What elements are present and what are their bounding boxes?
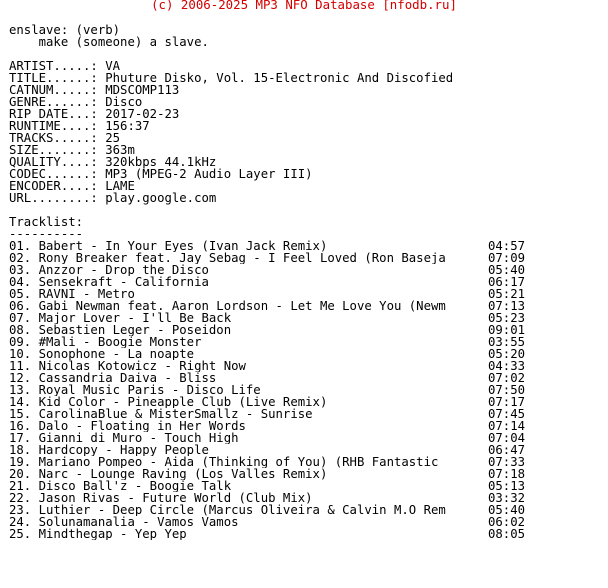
track-duration: 05:13 [488, 479, 526, 493]
info-size: SIZE.......: 363m [9, 143, 135, 157]
track-duration: 07:02 [488, 371, 526, 385]
definition-line: make (someone) a slave. [9, 35, 209, 49]
track-title: 02. Rony Breaker feat. Jay Sebag - I Feel Loved (Ron Baseja [9, 252, 446, 264]
track-title: 06. Gabi Newman feat. Aaron Lordson - Let Me Love You (Newm [9, 300, 446, 312]
track-title: 13. Royal Music Paris - Disco Life [9, 384, 261, 396]
track-duration: 09:01 [488, 323, 526, 337]
track-title: 25. Mindthegap - Yep Yep [9, 528, 187, 540]
tracklist-underline: ---------- [9, 227, 84, 241]
track-duration: 03:32 [488, 491, 526, 505]
track-duration: 07:17 [488, 395, 526, 409]
track-title: 23. Luthier - Deep Circle (Marcus Oliveira & Calvin M.O Rem [9, 504, 446, 516]
tracklist-heading: Tracklist: [9, 215, 84, 229]
track-duration: 07:14 [488, 419, 526, 433]
definition-line: enslave: (verb) [9, 23, 121, 37]
track-title: 14. Kid Color - Pineapple Club (Live Remix) [9, 396, 328, 408]
track-duration: 04:33 [488, 359, 526, 373]
track-duration: 07:04 [488, 431, 526, 445]
info-runtime: RUNTIME....: 156:37 [9, 119, 150, 133]
track-title: 05. RAVNI - Metro [9, 288, 135, 300]
info-genre: GENRE......: Disco [9, 95, 143, 109]
track-duration: 07:45 [488, 407, 526, 421]
track-duration: 05:40 [488, 503, 526, 517]
track-duration: 05:23 [488, 311, 526, 325]
track-duration: 07:18 [488, 467, 526, 481]
copyright-header: (c) 2006-2025 MP3 NFO Database [nfodb.ru] [151, 0, 457, 12]
track-title: 22. Jason Rivas - Future World (Club Mix) [9, 492, 313, 504]
track-title: 01. Babert - In Your Eyes (Ivan Jack Remix) [9, 240, 328, 252]
track-duration: 04:57 [488, 239, 526, 253]
track-title: 18. Hardcopy - Happy People [9, 444, 209, 456]
track-title: 03. Anzzor - Drop the Disco [9, 264, 209, 276]
track-duration: 06:47 [488, 443, 526, 457]
info-encoder: ENCODER....: LAME [9, 179, 135, 193]
track-title: 16. Dalo - Floating in Her Words [9, 420, 246, 432]
track-title: 07. Major Lover - I'll Be Back [9, 312, 232, 324]
track-duration: 07:09 [488, 251, 526, 265]
track-duration: 08:05 [488, 527, 526, 541]
info-quality: QUALITY....: 320kbps 44.1kHz [9, 155, 217, 169]
info-artist: ARTIST.....: VA [9, 59, 121, 73]
track-title: 17. Gianni di Muro - Touch High [9, 432, 239, 444]
track-title: 11. Nicolas Kotowicz - Right Now [9, 360, 246, 372]
info-url: URL........: play.google.com [9, 191, 217, 205]
track-title: 20. Narc - Lounge Raving (Los Valles Remix) [9, 468, 328, 480]
track-duration: 07:13 [488, 299, 526, 313]
track-duration: 03:55 [488, 335, 526, 349]
track-duration: 05:40 [488, 263, 526, 277]
track-title: 12. Cassandria Daiva - Bliss [9, 372, 217, 384]
track-duration: 05:21 [488, 287, 526, 301]
track-title: 08. Sebastien Leger - Poseidon [9, 324, 232, 336]
track-title: 10. Sonophone - La noapte [9, 348, 195, 360]
track-duration: 06:17 [488, 275, 526, 289]
info-catnum: CATNUM.....: MDSCOMP113 [9, 83, 180, 97]
track-duration: 07:50 [488, 383, 526, 397]
track-duration: 07:33 [488, 455, 526, 469]
info-rip-date: RIP DATE...: 2017-02-23 [9, 107, 180, 121]
info-codec: CODEC......: MP3 (MPEG-2 Audio Layer III) [9, 167, 313, 181]
track-title: 04. Sensekraft - California [9, 276, 209, 288]
track-title: 19. Mariano Pompeo - Aida (Thinking of You) (RHB Fantastic [9, 456, 439, 468]
track-title: 24. Solunamanalia - Vamos Vamos [9, 516, 239, 528]
track-duration: 06:02 [488, 515, 526, 529]
info-title: TITLE......: Phuture Disko, Vol. 15-Electronic And Discofied [9, 71, 454, 85]
track-title: 09. #Mali - Boogie Monster [9, 336, 202, 348]
track-title: 21. Disco Ball'z - Boogie Talk [9, 480, 232, 492]
track-duration: 05:20 [488, 347, 526, 361]
track-title: 15. CarolinaBlue & MisterSmallz - Sunrise [9, 408, 313, 420]
info-tracks: TRACKS.....: 25 [9, 131, 121, 145]
